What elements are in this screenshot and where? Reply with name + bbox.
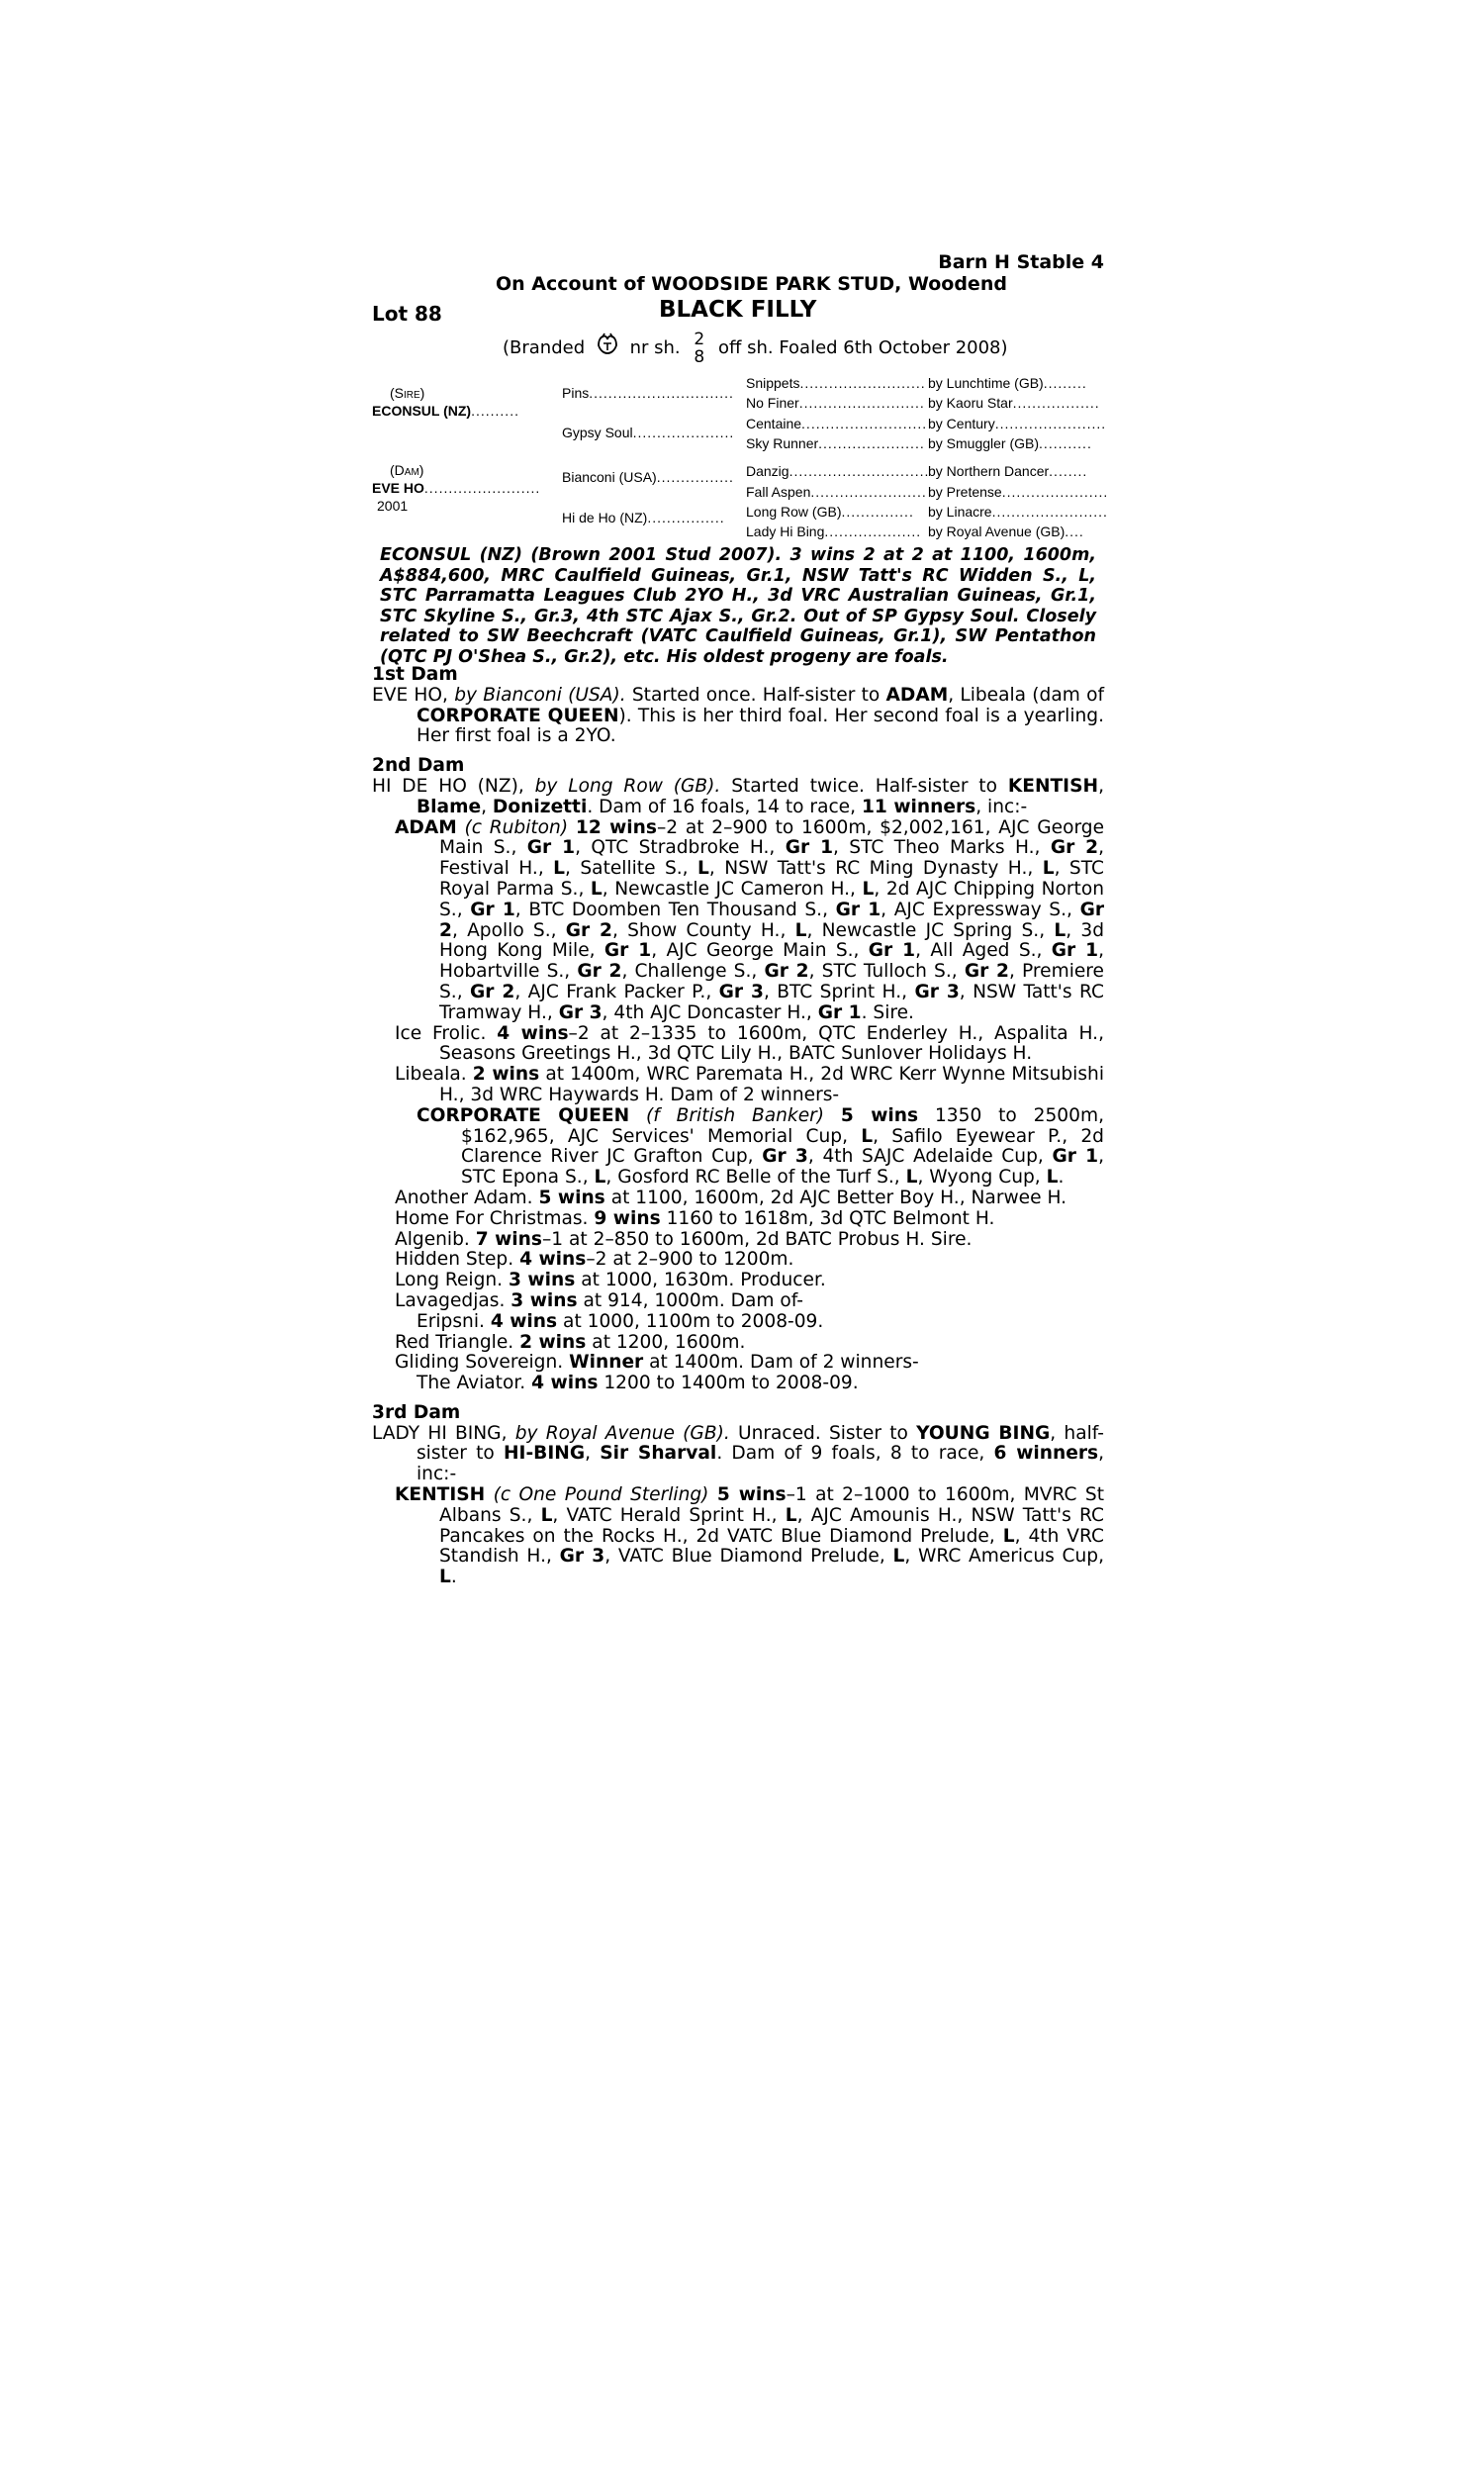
- pedigree-g2-0: Snippets..........................: [746, 375, 926, 391]
- pedigree-g3-5: by Pretense......................: [928, 484, 1109, 500]
- pedigree-g2-2: Centaine..........................: [746, 416, 928, 431]
- progeny-adam: ADAM (c Rubiton) 12 wins–2 at 2–900 to 1600m, $2,002,161, AJC George Main S., Gr 1, QTC Stradbroke H., Gr 1, STC Theo Marks H., Gr 2, Festival H., L, Satellite S., L, NSW Tatt's RC Ming Dynasty H., L, STC Royal Parma S., L, Newcastle JC Cameron H., L, 2d AJC Chipping Norton S., Gr 1, BTC Doomben Ten Thousand S., Gr 1, AJC Expressway S., Gr 2, Apollo S., Gr 2, Show County H., L, Newcastle JC Spring S., L, 3d Hong Kong Mile, Gr 1, AJC George Main S., Gr 1, All Aged S., Gr 1, Hobartville S., Gr 2, Challenge S., Gr 2, STC Tulloch S., Gr 2, Premiere S., Gr 2, AJC Frank Packer P., Gr 3, BTC Sprint H., Gr 3, NSW Tatt's RC Tramway H., Gr 3, 4th AJC Doncaster H., Gr 1. Sire.: [395, 816, 1105, 1023]
- horse-title: BLACK FILLY: [659, 297, 817, 323]
- progeny-home-for-christmas: Home For Christmas. 9 wins 1160 to 1618m, 3d QTC Belmont H.: [395, 1207, 995, 1229]
- pedigree-g3-7: by Royal Avenue (GB)....: [928, 523, 1084, 539]
- sire-label: (Sire): [390, 385, 425, 401]
- brand-suffix: off sh. Foaled 6th October 2008): [717, 337, 1008, 358]
- sire-summary: ECONSUL (NZ) (Brown 2001 Stud 2007). 3 wins 2 at 2 at 1100, 1600m, A$884,600, MRC Caulfield Guineas, Gr.1, NSW Tatt's RC Widden S., L, STC Parramatta Leagues Club 2YO H., 3d VRC Australian Guineas, Gr.1, STC Skyline S., Gr.3, 4th STC Ajax S., Gr.2. Out of SP Gypsy Soul. Closely related to SW Beechcraft (VATC Caulfield Guineas, Gr.1), SW Pentathon (QTC PJ O'Shea S., Gr.2), etc. His oldest progeny are foals.: [380, 545, 1096, 667]
- progeny-ice-frolic: Ice Frolic. 4 wins–2 at 2–1335 to 1600m, QTC Enderley H., Aspalita H., Seasons Greetings H., 3d QTC Lily H., BATC Sunlover Holidays H.: [395, 1022, 1104, 1065]
- pedigree-table: [372, 368, 1109, 539]
- brand-prefix: (Branded: [503, 337, 586, 358]
- dam-line: EVE HO........................: [372, 480, 541, 496]
- pedigree-g1-1: Gypsy Soul.....................: [562, 425, 735, 440]
- progeny-long-reign: Long Reign. 3 wins at 1000, 1630m. Producer.: [395, 1270, 826, 1291]
- dam-label: (Dam): [390, 462, 424, 478]
- pedigree-g3-3: by Smuggler (GB)...........: [928, 435, 1092, 451]
- progeny-the-aviator: The Aviator. 4 wins 1200 to 1400m to 2008-09.: [417, 1373, 859, 1394]
- pedigree-g1-0: Pins..............................: [562, 385, 734, 401]
- pedigree-g3-2: by Century.......................: [928, 416, 1107, 431]
- first-dam-heading: 1st Dam: [372, 664, 458, 685]
- sire-name: ECONSUL (NZ): [372, 403, 472, 419]
- pedigree-g1-3: Hi de Ho (NZ)................: [562, 510, 725, 525]
- progeny-lavagedjas: Lavagedjas. 3 wins at 914, 1000m. Dam of-: [395, 1289, 803, 1311]
- pedigree-g3-1: by Kaoru Star..................: [928, 395, 1100, 411]
- progeny-another-adam: Another Adam. 5 wins at 1100, 1600m, 2d AJC Better Boy H., Narwee H.: [395, 1187, 1067, 1208]
- third-dam-heading: 3rd Dam: [372, 1401, 461, 1423]
- progeny-red-triangle: Red Triangle. 2 wins at 1200, 1600m.: [395, 1331, 746, 1353]
- progeny-algenib: Algenib. 7 wins–1 at 2–850 to 1600m, 2d BATC Probus H. Sire.: [395, 1228, 973, 1250]
- sire-line: ECONSUL (NZ)..........: [372, 403, 519, 419]
- progeny-kentish: KENTISH (c One Pound Sterling) 5 wins–1 at 2–1000 to 1600m, MVRC St Albans S., L, VATC Herald Sprint H., L, AJC Amounis H., NSW Tatt's RC Pancakes on the Rocks H., 2d VATC Blue Diamond Prelude, L, 4th VRC Standish H., Gr 3, VATC Blue Diamond Prelude, L, WRC Americus Cup, L.: [395, 1484, 1104, 1588]
- brand-fraction: [694, 331, 704, 366]
- brand-denominator: 8: [694, 347, 705, 367]
- pedigree-g1-2: Bianconi (USA)................: [562, 469, 734, 485]
- pedigree-g2-7: Lady Hi Bing....................: [746, 523, 922, 539]
- progeny-eripsni: Eripsni. 4 wins at 1000, 1100m to 2008-09.: [417, 1310, 824, 1332]
- brand-mark-icon: [595, 332, 620, 362]
- second-dam-paragraph: HI DE HO (NZ), by Long Row (GB). Started twice. Half-sister to KENTISH, Blame, Donizetti. Dam of 16 foals, 14 to race, 11 winners, inc:-: [372, 775, 1104, 817]
- third-dam-paragraph: LADY HI BING, by Royal Avenue (GB). Unraced. Sister to YOUNG BING, half-sister to HI-BING, Sir Sharval. Dam of 9 foals, 8 to race, 6 winners, inc:-: [372, 1422, 1105, 1485]
- pedigree-g2-6: Long Row (GB)...............: [746, 504, 914, 520]
- brand-numerator: 2: [694, 330, 705, 349]
- pedigree-g2-4: Danzig.............................: [746, 463, 930, 479]
- first-dam-paragraph: EVE HO, by Bianconi (USA). Started once. Half-sister to ADAM, Libeala (dam of CORPORATE QUEEN). This is her third foal. Her second foal is a yearling. Her first foal is a 2YO.: [372, 684, 1104, 747]
- progeny-gliding-sovereign: Gliding Sovereign. Winner at 1400m. Dam of 2 winners-: [395, 1352, 919, 1374]
- brand-middle: nr sh.: [629, 337, 681, 358]
- progeny-hidden-step: Hidden Step. 4 wins–2 at 2–900 to 1200m.: [395, 1249, 794, 1271]
- pedigree-g3-6: by Linacre........................: [928, 504, 1108, 520]
- pedigree-g2-5: Fall Aspen........................: [746, 484, 927, 500]
- family-body: [372, 665, 1104, 1588]
- brand-line: [503, 331, 1008, 366]
- progeny-libeala: Libeala. 2 wins at 1400m, WRC Paremata H., 2d WRC Kerr Wynne Mitsubishi H., 3d WRC Haywards H. Dam of 2 winners-: [395, 1064, 1104, 1105]
- pedigree-g3-0: by Lunchtime (GB).........: [928, 375, 1087, 391]
- lot-number: Lot 88: [372, 302, 442, 326]
- vendor-account: On Account of WOODSIDE PARK STUD, Woodend: [496, 273, 1007, 295]
- barn-stable: Barn H Stable 4: [938, 251, 1104, 273]
- pedigree-g3-4: by Northern Dancer........: [928, 463, 1088, 479]
- pedigree-g2-3: Sky Runner......................: [746, 435, 925, 451]
- dam-name: EVE HO: [372, 480, 424, 496]
- second-dam-heading: 2nd Dam: [372, 755, 465, 777]
- progeny-corporate-queen: CORPORATE QUEEN (f British Banker) 5 wins 1350 to 2500m, $162,965, AJC Services' Memorial Cup, L, Safilo Eyewear P., 2d Clarence River JC Grafton Cup, Gr 3, 4th SAJC Adelaide Cup, Gr 1, STC Epona S., L, Gosford RC Belle of the Turf S., L, Wyong Cup, L.: [417, 1104, 1104, 1189]
- pedigree-g2-1: No Finer..........................: [746, 395, 925, 411]
- dam-year: 2001: [377, 498, 409, 514]
